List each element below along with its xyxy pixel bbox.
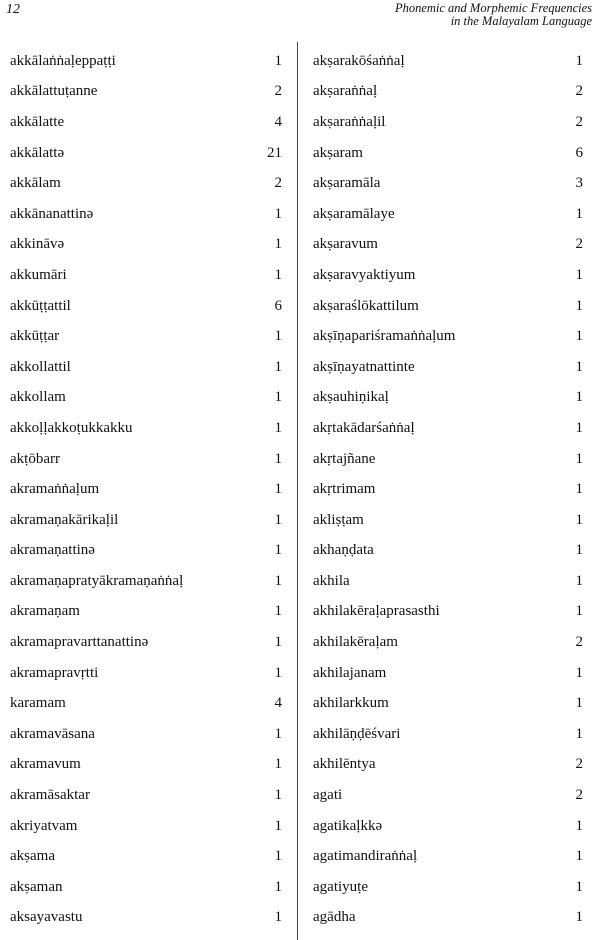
word-entry: akkumāri — [10, 266, 67, 283]
word-entry: akhaṇḍata — [313, 542, 374, 559]
frequency-count: 1 — [274, 542, 282, 559]
word-entry: akkālattə — [10, 144, 65, 161]
word-entry-row — [313, 168, 583, 199]
column-divider — [297, 42, 298, 940]
frequency-count: 1 — [274, 481, 282, 498]
frequency-count: 1 — [274, 328, 282, 345]
word-entry-row — [10, 536, 282, 567]
frequency-count: 2 — [575, 756, 583, 773]
frequency-count: 2 — [575, 787, 583, 804]
word-entry-row — [10, 199, 282, 230]
word-entry-row — [10, 566, 282, 597]
word-entry: akṭōbarr — [10, 450, 60, 467]
word-entry-row — [10, 77, 282, 108]
word-entry-row — [10, 383, 282, 414]
word-entry-row — [313, 291, 583, 322]
word-entry: akramapravarttanattinə — [10, 634, 149, 651]
word-entry-row — [10, 658, 282, 689]
frequency-count: 2 — [575, 83, 583, 100]
word-entry-row — [10, 688, 282, 719]
running-head-line-1: Phonemic and Morphemic Frequencies — [394, 1, 592, 15]
word-entry: akhilakēraḷam — [313, 634, 398, 651]
frequency-count: 1 — [575, 328, 583, 345]
word-entry-row — [313, 383, 583, 414]
frequency-count: 1 — [575, 52, 583, 69]
word-entry: akkālattuṭanne — [10, 83, 98, 100]
frequency-count: 1 — [575, 909, 583, 926]
word-entry: agādha — [313, 909, 356, 926]
word-entry: akkollattil — [10, 358, 71, 375]
word-entry: akhilakēraḷaprasasthi — [313, 603, 440, 620]
word-entry: akkoḷḷakkoṭukkakku — [10, 419, 133, 436]
frequency-count: 1 — [575, 542, 583, 559]
word-entry: akṣarakōśaṅṅaḷ — [313, 52, 405, 69]
frequency-count: 6 — [575, 144, 583, 161]
frequency-count: 1 — [575, 450, 583, 467]
word-entry-row — [10, 841, 282, 872]
frequency-count: 1 — [274, 603, 282, 620]
word-entry: akhilajanam — [313, 664, 387, 681]
word-entry: akkūṭṭattil — [10, 297, 71, 314]
word-entry: akkānanattinə — [10, 205, 94, 222]
word-entry-row — [10, 903, 282, 934]
word-entry-row — [313, 352, 583, 383]
frequency-count: 1 — [575, 695, 583, 712]
frequency-count: 1 — [575, 389, 583, 406]
word-entry: akramaṇattinə — [10, 542, 95, 559]
frequency-count: 1 — [575, 266, 583, 283]
word-entry-row — [10, 230, 282, 261]
frequency-count: 21 — [267, 144, 282, 161]
frequency-count: 1 — [575, 572, 583, 589]
word-entry-row — [313, 627, 583, 658]
running-head-line-2: in the Malayalam Language — [450, 14, 592, 28]
word-entry: akliṣṭam — [313, 511, 364, 528]
word-entry-row — [10, 291, 282, 322]
frequency-count: 1 — [274, 419, 282, 436]
frequency-count: 1 — [575, 481, 583, 498]
word-entry: akramaṇakārikaḷil — [10, 511, 119, 528]
frequency-count: 1 — [274, 572, 282, 589]
word-entry: aksayavastu — [10, 909, 83, 926]
frequency-count: 1 — [274, 909, 282, 926]
frequency-count: 2 — [575, 113, 583, 130]
word-entry: akṣaraṅṅaḷ — [313, 83, 378, 100]
word-entry: akṣīṇapariśramaṅṅaḷum — [313, 328, 456, 345]
word-entry-row — [313, 107, 583, 138]
word-entry: akṛtakādarśaṅṅaḷ — [313, 419, 415, 436]
word-entry: agatikaḷkkə — [313, 817, 383, 834]
frequency-count: 1 — [274, 511, 282, 528]
word-entry: akramavum — [10, 756, 81, 773]
word-entry: akṣīṇayatnattinte — [313, 358, 415, 375]
word-entry: akṛtrimam — [313, 481, 376, 498]
word-entry-row — [10, 168, 282, 199]
word-entry-row — [313, 719, 583, 750]
frequency-count: 1 — [274, 878, 282, 895]
word-entry: akṣaramāla — [313, 175, 381, 192]
frequency-count: 1 — [575, 848, 583, 865]
word-entry: akkālam — [10, 175, 61, 192]
word-entry-row — [10, 413, 282, 444]
word-entry: akkināvə — [10, 236, 65, 253]
word-entry-row — [313, 46, 583, 77]
word-entry-row — [313, 536, 583, 567]
word-entry: agatiyuṭe — [313, 878, 368, 895]
word-entry: akhilāṇḍēśvari — [313, 725, 401, 742]
frequency-count: 1 — [575, 725, 583, 742]
frequency-count: 1 — [274, 664, 282, 681]
word-entry: akhilarkkum — [313, 695, 389, 712]
word-entry-row — [10, 321, 282, 352]
word-entry: akṣama — [10, 848, 55, 865]
word-entry-row — [10, 780, 282, 811]
word-entry-row — [313, 138, 583, 169]
frequency-count: 1 — [575, 664, 583, 681]
word-entry-row — [10, 138, 282, 169]
word-entry: akramapravṛtti — [10, 664, 99, 681]
frequency-count: 4 — [274, 695, 282, 712]
word-entry-row — [313, 230, 583, 261]
word-entry-row — [313, 688, 583, 719]
word-entry-row — [313, 474, 583, 505]
word-entry-row — [313, 566, 583, 597]
word-entry: akramaṇapratyākramaṇaṅṅaḷ — [10, 572, 184, 589]
word-entry: akṣaram — [313, 144, 363, 161]
word-entry-row — [313, 413, 583, 444]
word-entry: akṣaraślōkattilum — [313, 297, 419, 314]
word-entry: akhilēntya — [313, 756, 376, 773]
word-entry: akṣaraṅṅaḷil — [313, 113, 386, 130]
page-number: 12 — [6, 2, 20, 17]
word-entry: akkūṭṭar — [10, 328, 60, 345]
word-entry: akkollam — [10, 389, 66, 406]
word-entry: akṛtajñane — [313, 450, 376, 467]
frequency-count: 1 — [274, 756, 282, 773]
frequency-count: 2 — [575, 634, 583, 651]
frequency-count: 1 — [575, 419, 583, 436]
word-entry-row — [10, 627, 282, 658]
frequency-count: 1 — [274, 236, 282, 253]
word-entry-row — [10, 750, 282, 781]
frequency-count: 2 — [575, 236, 583, 253]
frequency-count: 1 — [274, 205, 282, 222]
running-head — [332, 2, 592, 28]
word-entry: akramaṅṅaḷum — [10, 481, 100, 498]
word-entry-row — [10, 505, 282, 536]
frequency-count: 2 — [274, 175, 282, 192]
word-entry-row — [313, 780, 583, 811]
frequency-count: 1 — [274, 389, 282, 406]
frequency-count: 1 — [274, 725, 282, 742]
frequency-count: 4 — [274, 113, 282, 130]
word-entry: akhila — [313, 572, 350, 589]
frequency-count: 2 — [274, 83, 282, 100]
word-entry-row — [10, 46, 282, 77]
word-entry: akṣaman — [10, 878, 63, 895]
frequency-count: 1 — [274, 358, 282, 375]
word-entry: akramavāsana — [10, 725, 95, 742]
word-entry-row — [313, 199, 583, 230]
frequency-count: 1 — [274, 787, 282, 804]
frequency-count: 1 — [575, 817, 583, 834]
word-entry-row — [313, 903, 583, 934]
word-entry-row — [313, 444, 583, 475]
word-entry-row — [313, 750, 583, 781]
word-entry-row — [10, 872, 282, 903]
word-entry: akkālaṅṅaḷeppaṭṭi — [10, 52, 116, 69]
word-entry-row — [313, 811, 583, 842]
word-entry-row — [313, 77, 583, 108]
word-entry: agatimandiraṅṅaḷ — [313, 848, 418, 865]
frequency-count: 1 — [575, 358, 583, 375]
frequency-count: 1 — [575, 603, 583, 620]
word-entry-row — [313, 260, 583, 291]
frequency-count: 1 — [575, 511, 583, 528]
word-entry-row — [313, 872, 583, 903]
frequency-count: 3 — [575, 175, 583, 192]
frequency-count: 1 — [575, 205, 583, 222]
right-word-list — [313, 46, 583, 933]
word-entry: akramāsaktar — [10, 787, 90, 804]
word-entry-row — [313, 597, 583, 628]
word-entry: akṣauhiṇikaḷ — [313, 389, 389, 406]
word-entry: akriyatvam — [10, 817, 78, 834]
frequency-count: 1 — [575, 878, 583, 895]
word-entry-row — [313, 841, 583, 872]
frequency-count: 1 — [274, 817, 282, 834]
word-entry: akṣaravyaktiyum — [313, 266, 416, 283]
word-entry-row — [10, 719, 282, 750]
word-entry-row — [10, 444, 282, 475]
word-entry-row — [10, 107, 282, 138]
word-entry-row — [10, 260, 282, 291]
frequency-count: 1 — [575, 297, 583, 314]
word-entry-row — [313, 505, 583, 536]
word-entry: akramaṇam — [10, 603, 80, 620]
word-entry-row — [313, 658, 583, 689]
word-entry-row — [10, 352, 282, 383]
word-entry: karamam — [10, 695, 66, 712]
word-entry-row — [10, 474, 282, 505]
word-entry: akkālatte — [10, 113, 65, 130]
frequency-count: 1 — [274, 52, 282, 69]
word-entry: akṣaramālaye — [313, 205, 395, 222]
word-entry-row — [10, 597, 282, 628]
left-word-list — [10, 46, 282, 933]
frequency-count: 1 — [274, 450, 282, 467]
frequency-count: 1 — [274, 266, 282, 283]
word-entry: akṣaravum — [313, 236, 378, 253]
word-entry-row — [313, 321, 583, 352]
frequency-count: 1 — [274, 634, 282, 651]
frequency-count: 6 — [274, 297, 282, 314]
word-entry: agati — [313, 787, 343, 804]
frequency-count: 1 — [274, 848, 282, 865]
word-entry-row — [10, 811, 282, 842]
